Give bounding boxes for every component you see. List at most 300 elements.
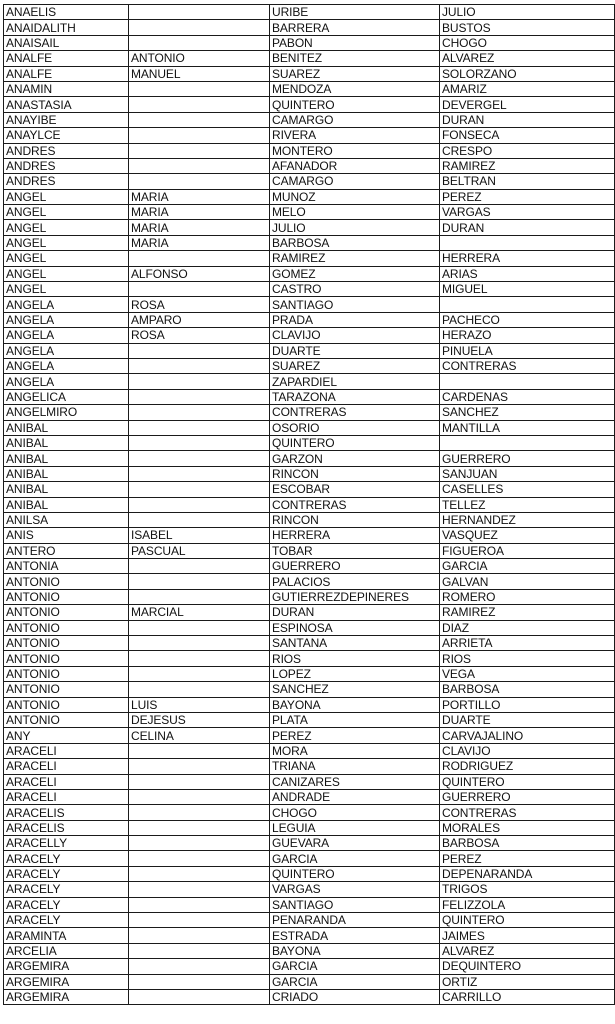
- first-surname-cell: GUEVARA: [270, 836, 440, 851]
- middle-name-cell: [129, 512, 270, 527]
- first-name-cell: ARACELY: [4, 851, 129, 866]
- first-name-cell: ARACELIS: [4, 820, 129, 835]
- first-name-cell: ANTONIO: [4, 636, 129, 651]
- table-row: [4, 959, 615, 974]
- first-name-cell: ANGELMIRO: [4, 405, 129, 420]
- second-surname-cell: ORTIZ: [440, 974, 615, 989]
- second-surname-cell: HERNANDEZ: [440, 512, 615, 527]
- table-row: [4, 697, 615, 712]
- table-row: [4, 759, 615, 774]
- table-row: [4, 51, 615, 66]
- first-surname-cell: CONTRERAS: [270, 497, 440, 512]
- first-name-cell: ANTONIO: [4, 589, 129, 604]
- table-row: [4, 482, 615, 497]
- first-surname-cell: ZAPARDIEL: [270, 374, 440, 389]
- first-surname-cell: ESPINOSA: [270, 620, 440, 635]
- middle-name-cell: [129, 112, 270, 127]
- middle-name-cell: [129, 282, 270, 297]
- first-surname-cell: HERRERA: [270, 528, 440, 543]
- table-row: [4, 297, 615, 312]
- first-name-cell: ANGELA: [4, 374, 129, 389]
- first-surname-cell: CASTRO: [270, 282, 440, 297]
- middle-name-cell: ISABEL: [129, 528, 270, 543]
- second-surname-cell: ARIAS: [440, 266, 615, 281]
- first-name-cell: ANGEL: [4, 205, 129, 220]
- first-surname-cell: PRADA: [270, 312, 440, 327]
- second-surname-cell: CLAVIJO: [440, 743, 615, 758]
- first-surname-cell: PENARANDA: [270, 913, 440, 928]
- table-row: [4, 666, 615, 681]
- middle-name-cell: [129, 913, 270, 928]
- first-name-cell: ANAISAIL: [4, 35, 129, 50]
- second-surname-cell: GUERRERO: [440, 451, 615, 466]
- first-name-cell: ANIBAL: [4, 497, 129, 512]
- second-surname-cell: QUINTERO: [440, 774, 615, 789]
- table-row: [4, 451, 615, 466]
- second-surname-cell: ALVAREZ: [440, 51, 615, 66]
- middle-name-cell: [129, 574, 270, 589]
- first-surname-cell: CANIZARES: [270, 774, 440, 789]
- middle-name-cell: [129, 928, 270, 943]
- second-surname-cell: DEPENARANDA: [440, 866, 615, 881]
- first-surname-cell: AFANADOR: [270, 158, 440, 173]
- second-surname-cell: PORTILLO: [440, 697, 615, 712]
- first-surname-cell: SUAREZ: [270, 358, 440, 373]
- first-surname-cell: RIOS: [270, 651, 440, 666]
- middle-name-cell: ROSA: [129, 297, 270, 312]
- first-name-cell: ANDRES: [4, 174, 129, 189]
- table-row: [4, 913, 615, 928]
- table-row: [4, 682, 615, 697]
- table-row: [4, 128, 615, 143]
- first-name-cell: ANAMIN: [4, 81, 129, 96]
- middle-name-cell: [129, 774, 270, 789]
- first-surname-cell: SUAREZ: [270, 66, 440, 81]
- first-name-cell: ANALFE: [4, 51, 129, 66]
- table-row: [4, 605, 615, 620]
- first-surname-cell: SANTANA: [270, 636, 440, 651]
- first-surname-cell: CAMARGO: [270, 174, 440, 189]
- second-surname-cell: JAIMES: [440, 928, 615, 943]
- first-name-cell: ANALFE: [4, 66, 129, 81]
- middle-name-cell: [129, 374, 270, 389]
- first-name-cell: ANGEL: [4, 189, 129, 204]
- first-name-cell: ANTONIO: [4, 620, 129, 635]
- table-row: [4, 712, 615, 727]
- first-surname-cell: MUNOZ: [270, 189, 440, 204]
- table-row: [4, 728, 615, 743]
- table-row: [4, 512, 615, 527]
- first-surname-cell: RIVERA: [270, 128, 440, 143]
- first-name-cell: ANIBAL: [4, 420, 129, 435]
- middle-name-cell: MARIA: [129, 220, 270, 235]
- second-surname-cell: DEQUINTERO: [440, 959, 615, 974]
- table-row: [4, 251, 615, 266]
- middle-name-cell: [129, 20, 270, 35]
- second-surname-cell: PINUELA: [440, 343, 615, 358]
- table-row: [4, 112, 615, 127]
- second-surname-cell: [440, 435, 615, 450]
- middle-name-cell: [129, 97, 270, 112]
- first-name-cell: ARACELY: [4, 913, 129, 928]
- table-row: [4, 866, 615, 881]
- middle-name-cell: MARIA: [129, 189, 270, 204]
- first-name-cell: ANAELIS: [4, 5, 129, 20]
- middle-name-cell: [129, 435, 270, 450]
- second-surname-cell: CONTRERAS: [440, 805, 615, 820]
- table-row: [4, 789, 615, 804]
- middle-name-cell: [129, 81, 270, 96]
- first-surname-cell: ANDRADE: [270, 789, 440, 804]
- first-name-cell: ANTERO: [4, 543, 129, 558]
- first-surname-cell: ESCOBAR: [270, 482, 440, 497]
- second-surname-cell: TELLEZ: [440, 497, 615, 512]
- middle-name-cell: [129, 651, 270, 666]
- first-name-cell: ARACELY: [4, 882, 129, 897]
- table-row: [4, 574, 615, 589]
- table-row: [4, 143, 615, 158]
- first-surname-cell: PEREZ: [270, 728, 440, 743]
- second-surname-cell: VARGAS: [440, 205, 615, 220]
- first-name-cell: ANGELA: [4, 358, 129, 373]
- first-surname-cell: TOBAR: [270, 543, 440, 558]
- second-surname-cell: PACHECO: [440, 312, 615, 327]
- first-name-cell: ANASTASIA: [4, 97, 129, 112]
- table-row: [4, 312, 615, 327]
- second-surname-cell: FIGUEROA: [440, 543, 615, 558]
- table-row: [4, 805, 615, 820]
- first-name-cell: ANTONIO: [4, 697, 129, 712]
- table-row: [4, 235, 615, 250]
- table-row: [4, 81, 615, 96]
- table-row: [4, 358, 615, 373]
- first-surname-cell: DURAN: [270, 605, 440, 620]
- table-row: [4, 374, 615, 389]
- middle-name-cell: [129, 820, 270, 835]
- first-name-cell: ARACELI: [4, 743, 129, 758]
- second-surname-cell: SANJUAN: [440, 466, 615, 481]
- first-surname-cell: PALACIOS: [270, 574, 440, 589]
- second-surname-cell: CONTRERAS: [440, 358, 615, 373]
- first-name-cell: ANGELA: [4, 343, 129, 358]
- middle-name-cell: [129, 666, 270, 681]
- table-row: [4, 974, 615, 989]
- middle-name-cell: [129, 174, 270, 189]
- first-name-cell: ANAIDALITH: [4, 20, 129, 35]
- first-surname-cell: OSORIO: [270, 420, 440, 435]
- second-surname-cell: RIOS: [440, 651, 615, 666]
- first-surname-cell: GARCIA: [270, 959, 440, 974]
- second-surname-cell: [440, 235, 615, 250]
- first-surname-cell: LEGUIA: [270, 820, 440, 835]
- first-name-cell: ARACELY: [4, 866, 129, 881]
- table-body: [4, 5, 615, 1005]
- middle-name-cell: LUIS: [129, 697, 270, 712]
- table-row: [4, 882, 615, 897]
- second-surname-cell: QUINTERO: [440, 913, 615, 928]
- middle-name-cell: CELINA: [129, 728, 270, 743]
- first-name-cell: ARACELI: [4, 759, 129, 774]
- middle-name-cell: DEJESUS: [129, 712, 270, 727]
- middle-name-cell: [129, 5, 270, 20]
- first-surname-cell: SANCHEZ: [270, 682, 440, 697]
- table-row: [4, 543, 615, 558]
- second-surname-cell: DURAN: [440, 220, 615, 235]
- first-name-cell: ARACELY: [4, 897, 129, 912]
- middle-name-cell: MARIA: [129, 235, 270, 250]
- table-row: [4, 620, 615, 635]
- second-surname-cell: RAMIREZ: [440, 158, 615, 173]
- table-row: [4, 820, 615, 835]
- second-surname-cell: RODRIGUEZ: [440, 759, 615, 774]
- table-row: [4, 205, 615, 220]
- table-row: [4, 528, 615, 543]
- middle-name-cell: [129, 343, 270, 358]
- first-surname-cell: PLATA: [270, 712, 440, 727]
- table-row: [4, 589, 615, 604]
- table-row: [4, 158, 615, 173]
- first-surname-cell: MELO: [270, 205, 440, 220]
- first-surname-cell: CHOGO: [270, 805, 440, 820]
- first-surname-cell: TRIANA: [270, 759, 440, 774]
- middle-name-cell: [129, 990, 270, 1005]
- first-name-cell: ARACELI: [4, 789, 129, 804]
- second-surname-cell: CARRILLO: [440, 990, 615, 1005]
- table-row: [4, 282, 615, 297]
- middle-name-cell: [129, 866, 270, 881]
- first-name-cell: ANTONIA: [4, 559, 129, 574]
- second-surname-cell: DURAN: [440, 112, 615, 127]
- table-row: [4, 497, 615, 512]
- middle-name-cell: [129, 482, 270, 497]
- first-name-cell: ANTONIO: [4, 574, 129, 589]
- table-row: [4, 928, 615, 943]
- first-surname-cell: DUARTE: [270, 343, 440, 358]
- first-surname-cell: GARCIA: [270, 851, 440, 866]
- table-row: [4, 5, 615, 20]
- first-surname-cell: GOMEZ: [270, 266, 440, 281]
- table-row: [4, 220, 615, 235]
- first-surname-cell: URIBE: [270, 5, 440, 20]
- table-row: [4, 343, 615, 358]
- first-name-cell: ANIBAL: [4, 435, 129, 450]
- first-name-cell: ANGEL: [4, 266, 129, 281]
- middle-name-cell: AMPARO: [129, 312, 270, 327]
- table-row: [4, 836, 615, 851]
- first-name-cell: ANGELA: [4, 328, 129, 343]
- middle-name-cell: ALFONSO: [129, 266, 270, 281]
- second-surname-cell: ALVAREZ: [440, 943, 615, 958]
- second-surname-cell: DIAZ: [440, 620, 615, 635]
- second-surname-cell: CHOGO: [440, 35, 615, 50]
- first-surname-cell: MONTERO: [270, 143, 440, 158]
- first-name-cell: ARGEMIRA: [4, 959, 129, 974]
- first-name-cell: ARACELI: [4, 774, 129, 789]
- second-surname-cell: BARBOSA: [440, 836, 615, 851]
- middle-name-cell: [129, 743, 270, 758]
- middle-name-cell: MANUEL: [129, 66, 270, 81]
- second-surname-cell: MORALES: [440, 820, 615, 835]
- first-surname-cell: MENDOZA: [270, 81, 440, 96]
- second-surname-cell: DUARTE: [440, 712, 615, 727]
- table-row: [4, 559, 615, 574]
- first-surname-cell: BAYONA: [270, 943, 440, 958]
- first-name-cell: ANTONIO: [4, 651, 129, 666]
- middle-name-cell: [129, 620, 270, 635]
- first-surname-cell: GUERRERO: [270, 559, 440, 574]
- middle-name-cell: [129, 420, 270, 435]
- first-name-cell: ANIS: [4, 528, 129, 543]
- first-surname-cell: RINCON: [270, 466, 440, 481]
- first-name-cell: ARGEMIRA: [4, 990, 129, 1005]
- middle-name-cell: [129, 358, 270, 373]
- table-row: [4, 405, 615, 420]
- middle-name-cell: ANTONIO: [129, 51, 270, 66]
- second-surname-cell: AMARIZ: [440, 81, 615, 96]
- first-name-cell: ANAYIBE: [4, 112, 129, 127]
- first-name-cell: ANY: [4, 728, 129, 743]
- middle-name-cell: [129, 143, 270, 158]
- second-surname-cell: FELIZZOLA: [440, 897, 615, 912]
- first-surname-cell: GUTIERREZDEPINERES: [270, 589, 440, 604]
- first-surname-cell: BAYONA: [270, 697, 440, 712]
- second-surname-cell: FONSECA: [440, 128, 615, 143]
- middle-name-cell: [129, 158, 270, 173]
- second-surname-cell: MANTILLA: [440, 420, 615, 435]
- first-surname-cell: VARGAS: [270, 882, 440, 897]
- table-row: [4, 66, 615, 81]
- first-name-cell: ANGEL: [4, 235, 129, 250]
- first-name-cell: ANGEL: [4, 220, 129, 235]
- middle-name-cell: [129, 805, 270, 820]
- middle-name-cell: [129, 974, 270, 989]
- first-name-cell: ARGEMIRA: [4, 974, 129, 989]
- middle-name-cell: [129, 836, 270, 851]
- middle-name-cell: [129, 128, 270, 143]
- table-row: [4, 420, 615, 435]
- table-row: [4, 466, 615, 481]
- first-name-cell: ANGELA: [4, 312, 129, 327]
- table-row: [4, 189, 615, 204]
- first-name-cell: ANGEL: [4, 282, 129, 297]
- first-name-cell: ARAMINTA: [4, 928, 129, 943]
- middle-name-cell: [129, 759, 270, 774]
- table-row: [4, 851, 615, 866]
- middle-name-cell: [129, 35, 270, 50]
- middle-name-cell: [129, 466, 270, 481]
- first-surname-cell: CLAVIJO: [270, 328, 440, 343]
- table-row: [4, 774, 615, 789]
- first-surname-cell: ESTRADA: [270, 928, 440, 943]
- middle-name-cell: [129, 789, 270, 804]
- first-surname-cell: LOPEZ: [270, 666, 440, 681]
- first-surname-cell: PABON: [270, 35, 440, 50]
- first-name-cell: ANDRES: [4, 158, 129, 173]
- table-row: [4, 943, 615, 958]
- middle-name-cell: [129, 636, 270, 651]
- table-row: [4, 897, 615, 912]
- first-name-cell: ARACELLY: [4, 836, 129, 851]
- middle-name-cell: [129, 882, 270, 897]
- middle-name-cell: [129, 251, 270, 266]
- second-surname-cell: CRESPO: [440, 143, 615, 158]
- first-surname-cell: GARCIA: [270, 974, 440, 989]
- second-surname-cell: PEREZ: [440, 851, 615, 866]
- second-surname-cell: SOLORZANO: [440, 66, 615, 81]
- first-surname-cell: QUINTERO: [270, 866, 440, 881]
- second-surname-cell: GARCIA: [440, 559, 615, 574]
- second-surname-cell: ROMERO: [440, 589, 615, 604]
- second-surname-cell: DEVERGEL: [440, 97, 615, 112]
- first-surname-cell: QUINTERO: [270, 97, 440, 112]
- second-surname-cell: [440, 374, 615, 389]
- table-row: [4, 990, 615, 1005]
- first-name-cell: ARACELIS: [4, 805, 129, 820]
- second-surname-cell: ARRIETA: [440, 636, 615, 651]
- second-surname-cell: TRIGOS: [440, 882, 615, 897]
- first-name-cell: ARCELIA: [4, 943, 129, 958]
- middle-name-cell: [129, 559, 270, 574]
- first-surname-cell: MORA: [270, 743, 440, 758]
- first-name-cell: ANGELA: [4, 297, 129, 312]
- second-surname-cell: CARVAJALINO: [440, 728, 615, 743]
- first-surname-cell: CONTRERAS: [270, 405, 440, 420]
- first-surname-cell: CAMARGO: [270, 112, 440, 127]
- middle-name-cell: [129, 497, 270, 512]
- second-surname-cell: BARBOSA: [440, 682, 615, 697]
- first-name-cell: ANGEL: [4, 251, 129, 266]
- table-row: [4, 97, 615, 112]
- first-surname-cell: BARRERA: [270, 20, 440, 35]
- second-surname-cell: RAMIREZ: [440, 605, 615, 620]
- second-surname-cell: HERAZO: [440, 328, 615, 343]
- first-surname-cell: RINCON: [270, 512, 440, 527]
- first-surname-cell: SANTIAGO: [270, 297, 440, 312]
- table-row: [4, 328, 615, 343]
- second-surname-cell: GUERRERO: [440, 789, 615, 804]
- second-surname-cell: MIGUEL: [440, 282, 615, 297]
- first-surname-cell: BARBOSA: [270, 235, 440, 250]
- table-row: [4, 35, 615, 50]
- table-row: [4, 435, 615, 450]
- first-surname-cell: RAMIREZ: [270, 251, 440, 266]
- second-surname-cell: VEGA: [440, 666, 615, 681]
- middle-name-cell: [129, 589, 270, 604]
- middle-name-cell: ROSA: [129, 328, 270, 343]
- second-surname-cell: SANCHEZ: [440, 405, 615, 420]
- table-row: [4, 651, 615, 666]
- first-name-cell: ANTONIO: [4, 666, 129, 681]
- middle-name-cell: [129, 451, 270, 466]
- first-surname-cell: CRIADO: [270, 990, 440, 1005]
- first-surname-cell: JULIO: [270, 220, 440, 235]
- middle-name-cell: [129, 943, 270, 958]
- first-surname-cell: TARAZONA: [270, 389, 440, 404]
- first-surname-cell: BENITEZ: [270, 51, 440, 66]
- second-surname-cell: BUSTOS: [440, 20, 615, 35]
- second-surname-cell: PEREZ: [440, 189, 615, 204]
- middle-name-cell: PASCUAL: [129, 543, 270, 558]
- second-surname-cell: CASELLES: [440, 482, 615, 497]
- first-name-cell: ANILSA: [4, 512, 129, 527]
- second-surname-cell: [440, 297, 615, 312]
- second-surname-cell: HERRERA: [440, 251, 615, 266]
- first-surname-cell: GARZON: [270, 451, 440, 466]
- middle-name-cell: [129, 897, 270, 912]
- middle-name-cell: MARCIAL: [129, 605, 270, 620]
- first-surname-cell: QUINTERO: [270, 435, 440, 450]
- first-name-cell: ANTONIO: [4, 682, 129, 697]
